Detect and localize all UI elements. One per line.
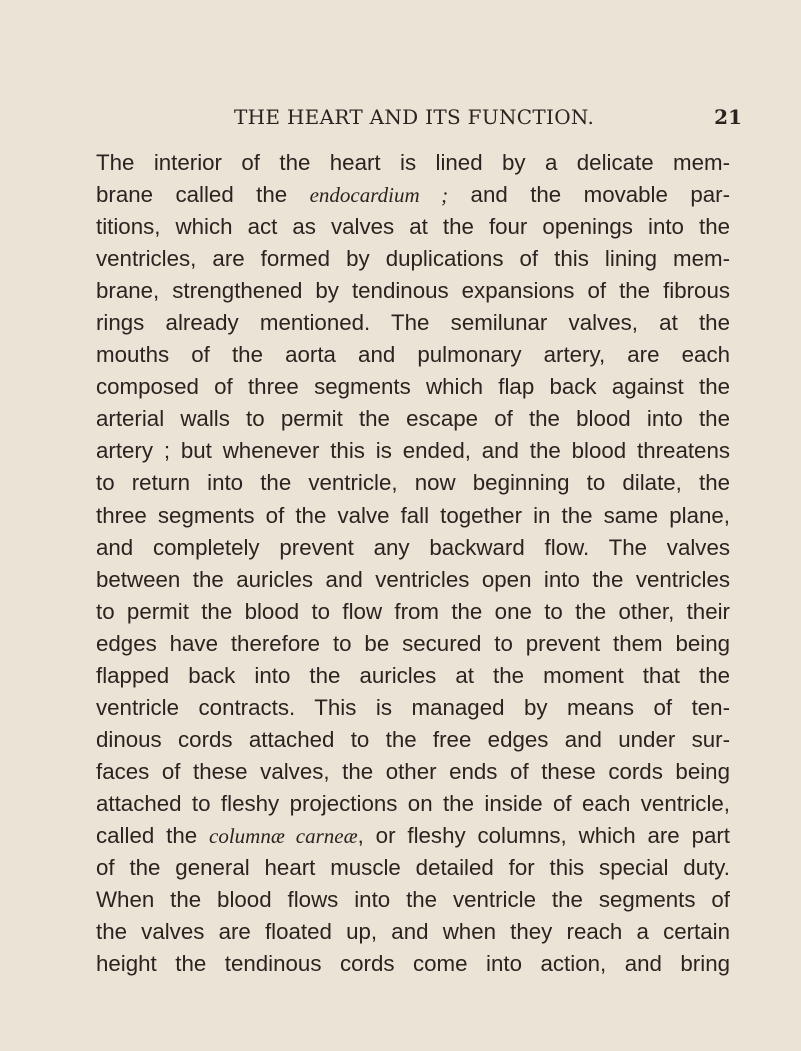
text-segment: height the tendinous cords come into action, and bring bbox=[96, 951, 730, 977]
text-segment: and the movable par- bbox=[448, 182, 730, 208]
text-segment: and completely prevent any backward flow. The valves bbox=[96, 534, 730, 560]
text-segment: composed of three segments which flap back against the bbox=[96, 374, 730, 400]
text-line bbox=[96, 403, 730, 435]
text-line bbox=[96, 339, 730, 371]
text-segment: edges have therefore to be secured to prevent them being bbox=[96, 630, 730, 656]
text-segment: faces of these valves, the other ends of these cords being bbox=[96, 758, 730, 784]
text-segment: the valves are floated up, and when they reach a certain bbox=[96, 919, 730, 945]
text-line bbox=[96, 852, 730, 884]
running-header bbox=[234, 105, 742, 135]
text-segment: brane, strengthened by tendinous expansions of the fibrous bbox=[96, 278, 730, 304]
text-line bbox=[96, 243, 730, 275]
text-line bbox=[96, 596, 730, 628]
text-segment: When the blood flows into the ventricle the segments of bbox=[96, 887, 730, 913]
text-line bbox=[96, 916, 730, 948]
text-line bbox=[96, 179, 730, 211]
text-segment: attached to fleshy projections on the inside of each ventricle, bbox=[96, 790, 730, 816]
text-segment: dinous cords attached to the free edges and under sur- bbox=[96, 726, 730, 752]
text-line bbox=[96, 756, 730, 788]
text-line bbox=[96, 211, 730, 243]
text-line bbox=[96, 500, 730, 532]
text-line bbox=[96, 628, 730, 660]
text-line bbox=[96, 275, 730, 307]
text-line bbox=[96, 788, 730, 820]
text-line bbox=[96, 147, 730, 179]
text-line bbox=[96, 948, 730, 980]
text-segment: mouths of the aorta and pulmonary artery, are each bbox=[96, 342, 730, 368]
text-segment: to return into the ventricle, now beginning to dilate, the bbox=[96, 470, 730, 496]
text-line bbox=[96, 884, 730, 916]
text-line bbox=[96, 435, 730, 467]
text-segment: to permit the blood to flow from the one to the other, their bbox=[96, 598, 730, 624]
text-segment: ventricles, are formed by duplications of this lining mem- bbox=[96, 246, 730, 272]
text-segment: ventricle contracts. This is managed by means of ten- bbox=[96, 694, 730, 720]
text-line bbox=[96, 532, 730, 564]
text-segment: of the general heart muscle detailed for this special duty. bbox=[96, 855, 730, 881]
text-segment: The interior of the heart is lined by a delicate mem- bbox=[96, 150, 730, 175]
text-line bbox=[96, 660, 730, 692]
text-segment: arterial walls to permit the escape of the blood into the bbox=[96, 406, 730, 432]
italic-term: endocardium ; bbox=[309, 183, 449, 208]
text-segment: flapped back into the auricles at the moment that the bbox=[96, 662, 730, 688]
text-segment: rings already mentioned. The semilunar valves, at the bbox=[96, 310, 730, 336]
text-line bbox=[96, 724, 730, 756]
text-line bbox=[96, 467, 730, 499]
text-segment: three segments of the valve fall together in the same plane, bbox=[96, 502, 730, 528]
header-title: THE HEART AND ITS FUNCTION. bbox=[234, 105, 595, 129]
text-segment: called the bbox=[96, 822, 210, 848]
page-number: 21 bbox=[714, 105, 742, 129]
text-line bbox=[96, 371, 730, 403]
text-line bbox=[96, 820, 730, 852]
italic-term: columnæ carneæ bbox=[209, 823, 358, 848]
text-segment: , or fleshy columns, which are part bbox=[357, 822, 731, 848]
text-segment: artery ; but whenever this is ended, and the blood threatens bbox=[96, 438, 730, 464]
body-paragraph bbox=[96, 147, 730, 980]
text-segment: brane called the bbox=[96, 182, 310, 208]
text-segment: titions, which act as valves at the four openings into the bbox=[96, 214, 730, 240]
text-line bbox=[96, 564, 730, 596]
text-line bbox=[96, 692, 730, 724]
text-segment: between the auricles and ventricles open into the ventricles bbox=[96, 566, 730, 592]
text-line bbox=[96, 307, 730, 339]
